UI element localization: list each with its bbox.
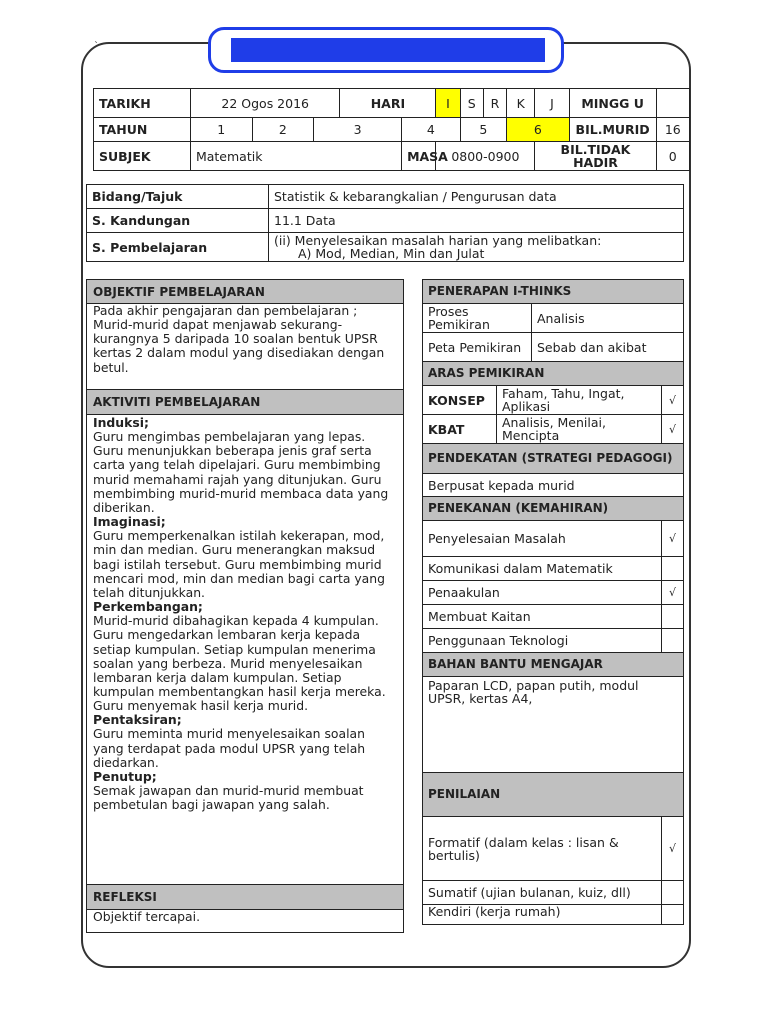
assess-label: Formatif (dalam kelas : lisan & bertulis) <box>423 817 662 881</box>
day-j: J <box>535 89 569 118</box>
aras-header: ARAS PEMIKIRAN <box>423 362 684 386</box>
perkembangan-text: Murid-murid dibahagikan kepada 4 kumpulan. Guru mengedarkan lembaran kerja kepada setiap kumpulan. Setiap kumpulan menerima soalan yang berbeza. Murid menyelesaikan lembaran kerja dalam kumpulan. Setiap kumpulan membentangkan hasil kerja mereka. Guru menyemak hasil kerja murid. <box>93 613 386 714</box>
aktiviti-header: AKTIVITI PEMBELAJARAN <box>87 389 403 415</box>
skill-check: √ <box>662 521 684 557</box>
penekanan-header: PENEKANAN (KEMAHIRAN) <box>423 497 684 521</box>
penilaian-header: PENILAIAN <box>423 773 684 817</box>
minggu-value <box>656 89 689 118</box>
subjek-label: SUBJEK <box>94 142 191 171</box>
day-i: I <box>436 89 460 118</box>
bil-murid-value: 16 <box>656 118 689 142</box>
induksi-text: Guru mengimbas pembelajaran yang lepas. Guru menunjukkan beberapa jenis graf serta carta yang telah dipelajari. Guru membimbing murid memahami rajah yang ditunjukan. Guru membimbing murid-murid membaca data yang diberikan. <box>93 429 389 515</box>
peta-label: Peta Pemikiran <box>423 333 532 362</box>
skill-check: √ <box>662 581 684 605</box>
proses-value: Analisis <box>532 304 684 333</box>
kandungan-label: S. Kandungan <box>87 209 269 233</box>
tahun-1: 1 <box>190 118 252 142</box>
kandungan-value: 11.1 Data <box>269 209 684 233</box>
proses-label: Proses Pemikiran <box>423 304 532 333</box>
skill-label: Membuat Kaitan <box>423 605 662 629</box>
pembelajaran-line-2: A) Mod, Median, Min dan Julat <box>298 246 485 261</box>
day-s: S <box>460 89 483 118</box>
tarikh-value: 22 Ogos 2016 <box>190 89 340 118</box>
penutup-text: Semak jawapan dan murid-murid membuat pembetulan bagi jawapan yang salah. <box>93 783 364 813</box>
skill-label: Penaakulan <box>423 581 662 605</box>
assess-check <box>662 881 684 905</box>
assess-check <box>662 905 684 925</box>
hari-label: HARI <box>340 89 436 118</box>
skill-check <box>662 629 684 653</box>
masa-label: MASA <box>402 142 436 171</box>
kbat-label: KBAT <box>423 415 497 444</box>
left-column <box>86 279 404 933</box>
masa-value: 0800-0900 <box>436 142 535 171</box>
bil-murid-label: BIL.MURID <box>569 118 656 142</box>
bidang-label: Bidang/Tajuk <box>87 185 269 209</box>
peta-value: Sebab dan akibat <box>532 333 684 362</box>
skill-label: Penggunaan Teknologi <box>423 629 662 653</box>
tidak-hadir-value: 0 <box>656 142 689 171</box>
objektif-header: OBJEKTIF PEMBELAJARAN <box>87 279 403 304</box>
skill-label: Komunikasi dalam Matematik <box>423 557 662 581</box>
pendekatan-header: PENDEKATAN (STRATEGI PEDAGOGI) <box>423 444 684 474</box>
subjek-value: Matematik <box>190 142 401 171</box>
pentaksiran-text: Guru meminta murid menyelesaikan soalan yang terdapat pada modul UPSR yang telah diedarkan. <box>93 726 366 770</box>
tahun-label: TAHUN <box>94 118 191 142</box>
bahan-value: Paparan LCD, papan putih, modul UPSR, kertas A4, <box>423 677 684 773</box>
konsep-value: Faham, Tahu, Ingat, Aplikasi <box>497 386 662 415</box>
assess-label: Sumatif (ujian bulanan, kuiz, dll) <box>423 881 662 905</box>
tarikh-label: TARIKH <box>94 89 191 118</box>
minggu-label: MINGG U <box>569 89 656 118</box>
tahun-6: 6 <box>507 118 570 142</box>
pentaksiran-title: Pentaksiran; <box>93 712 182 728</box>
skill-check <box>662 557 684 581</box>
day-k: K <box>507 89 535 118</box>
perkembangan-title: Perkembangan; <box>93 599 203 615</box>
skill-check <box>662 605 684 629</box>
refleksi-text: Objektif tercapai. <box>93 909 201 924</box>
bidang-value: Statistik & kebarangkalian / Pengurusan data <box>269 185 684 209</box>
right-column <box>422 279 684 925</box>
pembelajaran-line-1: (ii) Menyelesaikan masalah harian yang melibatkan: <box>274 233 602 248</box>
aktiviti-content <box>93 416 397 812</box>
pembelajaran-label: S. Pembelajaran <box>87 233 269 262</box>
konsep-label: KONSEP <box>423 386 497 415</box>
pembelajaran-value <box>269 233 684 262</box>
tahun-4: 4 <box>402 118 461 142</box>
corner-mark: ` <box>94 41 99 52</box>
refleksi-header: REFLEKSI <box>87 884 403 910</box>
induksi-title: Induksi; <box>93 415 149 430</box>
ithinks-header: PENERAPAN I-THINKS <box>423 280 684 304</box>
tahun-2: 2 <box>252 118 314 142</box>
imaginasi-text: Guru memperkenalkan istilah kekerapan, mod, min dan median. Guru menerangkan maksud bagi istilah tersebut. Guru membimbing murid mencari mod, min dan median bagi carta yang telah ditunjukkan. <box>93 528 385 600</box>
pendekatan-value: Berpusat kepada murid <box>423 474 684 497</box>
day-r: R <box>483 89 506 118</box>
tahun-5: 5 <box>460 118 506 142</box>
skill-label: Penyelesaian Masalah <box>423 521 662 557</box>
header-table <box>93 88 690 171</box>
konsep-check: √ <box>662 386 684 415</box>
title-bar <box>231 38 545 62</box>
topic-table <box>86 184 684 262</box>
kbat-value: Analisis, Menilai, Mencipta <box>497 415 662 444</box>
objektif-text: Pada akhir pengajaran dan pembelajaran ; Murid-murid dapat menjawab sekurang-kurangnya 5 daripada 10 soalan bentuk UPSR kertas 2 dalam modul yang disediakan dengan betul. <box>93 303 385 375</box>
title-banner <box>208 27 564 73</box>
tahun-3: 3 <box>314 118 402 142</box>
penutup-title: Penutup; <box>93 768 157 784</box>
bahan-header: BAHAN BANTU MENGAJAR <box>423 653 684 677</box>
kbat-check: √ <box>662 415 684 444</box>
assess-check: √ <box>662 817 684 881</box>
imaginasi-title: Imaginasi; <box>93 514 166 530</box>
tidak-hadir-label: BIL.TIDAK HADIR <box>535 142 656 171</box>
assess-label: Kendiri (kerja rumah) <box>423 905 662 925</box>
